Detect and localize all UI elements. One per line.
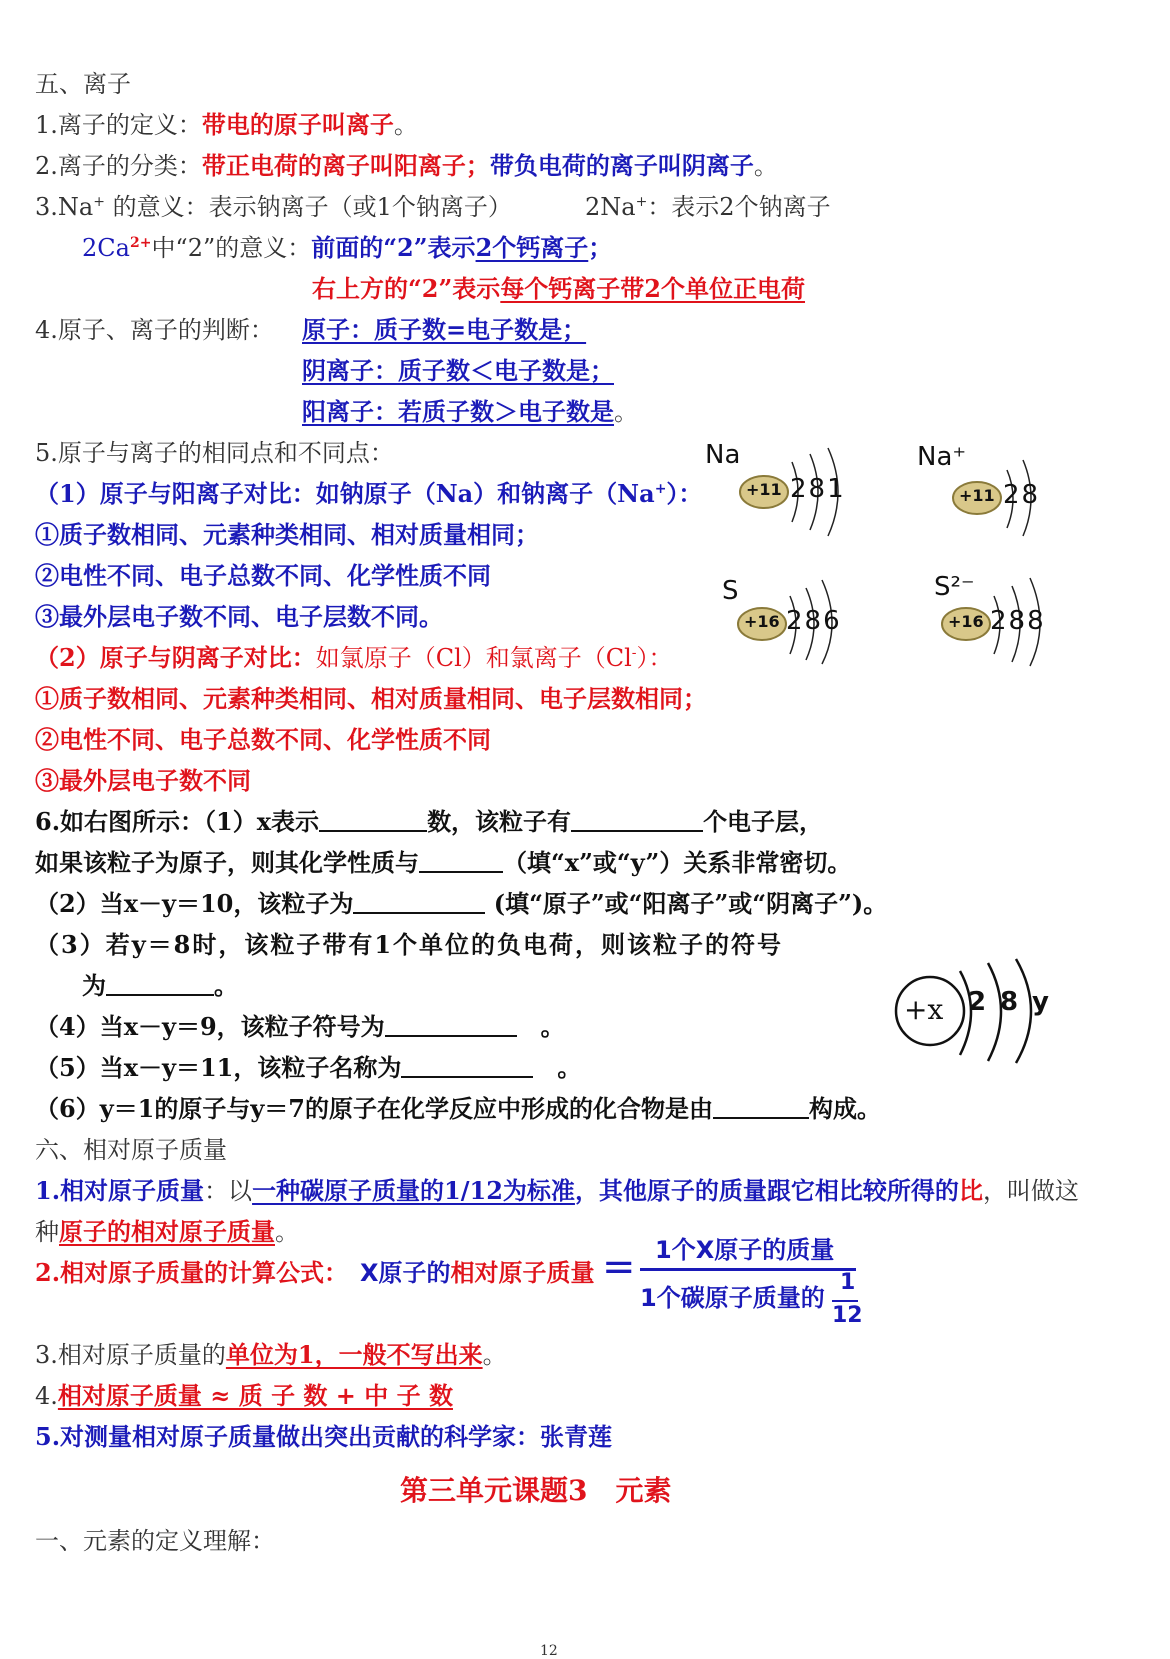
punct: 。 xyxy=(275,1218,299,1246)
text: 3.相对原子质量的 xyxy=(35,1341,226,1369)
atom-label: Na xyxy=(705,440,741,470)
nucleus-charge: +11 xyxy=(959,486,995,505)
text: 种 xyxy=(35,1218,59,1246)
ratio: 比 xyxy=(958,1176,983,1205)
shell-2-electrons: 8 xyxy=(1000,987,1019,1017)
text: ，叫做这 xyxy=(982,1177,1079,1205)
formula-numerator: 1个X原子的质量 xyxy=(655,1236,835,1264)
q6-line-5 xyxy=(82,970,238,1002)
answer-blank[interactable] xyxy=(353,888,485,914)
q6-line-6 xyxy=(35,1011,565,1043)
text: （6）y＝1的原子与y＝7的原子在化学反应中形成的化合物是由 xyxy=(35,1094,713,1123)
q6-line-3 xyxy=(35,888,887,920)
label: 4.原子、离子的判断： xyxy=(35,316,274,344)
nucleus-charge: +16 xyxy=(948,612,984,631)
page-number: 12 xyxy=(540,1643,558,1659)
shell-electrons: 28 xyxy=(1003,480,1041,510)
judge-atom-ion xyxy=(35,314,274,346)
formula-equals: = xyxy=(602,1244,636,1290)
compare-anion-point-2: ②电性不同、电子总数不同、化学性质不同 xyxy=(35,725,491,754)
text: 。 xyxy=(214,971,238,1000)
answer: 带电的原子叫离子 xyxy=(201,110,394,139)
text: （2）原子与阴离子对比： xyxy=(35,643,316,672)
2na-text: ：表示2个钠离子 xyxy=(647,193,831,221)
2ca-front-answer: 2个钙离子 xyxy=(475,233,589,262)
shell-electrons: 281 xyxy=(790,474,846,504)
atom-diagram-s xyxy=(718,568,868,668)
punct: 。 xyxy=(393,111,418,139)
text: （5）当x－y＝11，该粒子名称为 xyxy=(35,1053,402,1082)
section-5-heading: 五、离子 xyxy=(35,70,131,98)
text: （4）当x－y＝9，该粒子符号为 xyxy=(35,1012,385,1041)
atom-diagram-na xyxy=(700,440,860,540)
compare-anion-heading xyxy=(35,642,673,674)
2ca-front: 前面的“2”表示 xyxy=(311,233,476,262)
atom-label: S xyxy=(722,576,739,606)
ion-classification xyxy=(35,150,778,182)
compare-anion-point-3: ③最外层电子数不同 xyxy=(35,766,251,795)
answer-blank[interactable] xyxy=(385,1011,517,1037)
text: 。 xyxy=(540,1012,565,1041)
atom-diagram-s-ion xyxy=(930,568,1080,668)
unit-title: 第三单元课题3 元素 xyxy=(400,1474,672,1507)
na-symbol: 3.Na xyxy=(35,193,94,221)
q6-line-7 xyxy=(35,1052,581,1084)
q6-line-4: （3）若y＝8时，该粒子带有1个单位的负电荷，则该粒子的符号 xyxy=(35,930,784,959)
nucleus-label: +x xyxy=(904,993,944,1026)
answer-blank[interactable] xyxy=(419,847,503,873)
particle-structure-diagram xyxy=(890,955,1060,1065)
answer-blank[interactable] xyxy=(106,970,214,996)
text: 构成。 xyxy=(809,1094,881,1123)
answer-cation: 带正电荷的离子叫阳离子； xyxy=(201,151,490,180)
num: 4. xyxy=(35,1382,58,1410)
shell-electrons: 288 xyxy=(990,606,1046,636)
formula-denominator: 1个碳原子质量的 xyxy=(640,1284,825,1312)
na-charge: + xyxy=(93,194,105,210)
atom-label: S²⁻ xyxy=(934,572,975,602)
atom-diagram-na-ion xyxy=(915,440,1065,540)
relative-mass-definition-cont xyxy=(35,1216,299,1248)
formula-heading: 2.相对原子质量的计算公式： xyxy=(35,1258,349,1287)
answer-blank[interactable] xyxy=(571,806,703,832)
text: （2）当x－y＝10，该粒子为 xyxy=(35,889,354,918)
small-fraction-bar xyxy=(832,1300,858,1302)
compare-cation-point-3: ③最外层电子数不同、电子层数不同。 xyxy=(35,602,443,631)
text: 为 xyxy=(82,971,106,1000)
judge-anion: 阴离子：质子数＜电子数是； xyxy=(302,356,614,385)
shell-3-electrons: y xyxy=(1032,987,1049,1017)
answer: 相对原子质量 ≈ 质 子 数 + 中 子 数 xyxy=(57,1381,453,1410)
text: （填“x”或“y”）关系非常密切。 xyxy=(503,848,852,877)
lhs-b: 相对原子质量 xyxy=(450,1259,595,1287)
element-definition-heading: 一、元素的定义理解： xyxy=(35,1527,275,1555)
2ca-superscript-meaning xyxy=(312,273,805,305)
answer: 阳离子：若质子数＞电子数是 xyxy=(302,397,614,426)
punct: 。 xyxy=(753,152,778,180)
compare-cation-heading xyxy=(35,478,702,510)
na-text: 的意义：表示钠离子（或1个钠离子） xyxy=(104,193,512,221)
example: 如氯原子（Cl）和氯离子（Cl xyxy=(315,644,632,672)
ion-definition xyxy=(35,109,418,141)
charge: + xyxy=(654,481,667,497)
compare-anion-point-1: ①质子数相同、元素种类相同、相对质量相同、电子层数相同； xyxy=(35,684,707,713)
q6-line-8 xyxy=(35,1093,881,1125)
punct: 。 xyxy=(482,1341,507,1369)
2na-meaning xyxy=(585,191,831,223)
nucleus-charge: +11 xyxy=(746,480,782,499)
text: 数，该粒子有 xyxy=(427,807,572,836)
2ca-charge: 2+ xyxy=(129,235,152,251)
formula-small-numerator: 1 xyxy=(840,1270,856,1295)
text: ：以 xyxy=(204,1177,253,1205)
text-end: ）： xyxy=(666,479,703,508)
atom-vs-ion-heading: 5.原子与离子的相同点和不同点： xyxy=(35,439,394,467)
relative-mass-definition xyxy=(35,1175,1079,1207)
text: 个电子层， xyxy=(703,807,824,836)
2ca-meaning xyxy=(82,232,612,264)
compare-cation-point-1: ①质子数相同、元素种类相同、相对质量相同； xyxy=(35,520,539,549)
2ca-label: 中“2”的意义： xyxy=(151,234,312,262)
text: ，其他原子的质量跟它相比较所得的 xyxy=(574,1176,959,1205)
label: 2.离子的分类： xyxy=(35,152,202,180)
answer-blank[interactable] xyxy=(319,806,427,832)
lhs-a: X原子的 xyxy=(360,1259,451,1287)
shell-electrons: 286 xyxy=(786,606,842,636)
text: 。 xyxy=(557,1053,582,1082)
judge-atom: 原子：质子数=电子数是； xyxy=(302,315,587,344)
answer: 每个钙离子带2个单位正电荷 xyxy=(500,274,806,303)
term: 1.相对原子质量 xyxy=(35,1176,205,1205)
2ca-symbol: 2Ca xyxy=(82,234,130,262)
answer-anion: 带负电荷的离子叫阴离子 xyxy=(489,151,754,180)
punct: 。 xyxy=(614,398,638,426)
text: 如果该粒子为原子，则其化学性质与 xyxy=(35,848,419,877)
text-end: ）： xyxy=(636,644,673,672)
text: (填“原子”或“阳离子”或“阴离子”)。 xyxy=(493,889,888,918)
term: 原子的相对原子质量 xyxy=(59,1217,275,1246)
text: （1）原子与阳离子对比：如钠原子（Na）和钠离子（Na xyxy=(35,479,655,508)
fraction-bar xyxy=(640,1268,856,1271)
formula-small-denominator: 12 xyxy=(832,1303,863,1328)
compare-cation-point-2: ②电性不同、电子总数不同、化学性质不同 xyxy=(35,561,491,590)
relative-mass-approx xyxy=(35,1380,453,1412)
standard: 一种碳原子质量的1/12为标准 xyxy=(252,1176,575,1205)
shell-1-electrons: 2 xyxy=(968,987,987,1017)
na-meaning xyxy=(35,191,512,223)
atom-label: Na⁺ xyxy=(917,442,967,472)
judge-cation xyxy=(302,396,638,428)
q6-line-1 xyxy=(35,806,823,838)
answer-blank[interactable] xyxy=(401,1052,533,1078)
label: 右上方的“2”表示 xyxy=(312,274,501,303)
formula-lhs xyxy=(360,1257,595,1289)
q6-line-2 xyxy=(35,847,851,879)
charge: - xyxy=(631,645,637,661)
punct: ； xyxy=(588,233,613,262)
2na-charge: + xyxy=(635,194,648,210)
answer-blank[interactable] xyxy=(713,1093,809,1119)
scientist: 5.对测量相对原子质量做出突出贡献的科学家：张青莲 xyxy=(35,1422,613,1451)
nucleus-charge: +16 xyxy=(744,612,780,631)
section-6-heading: 六、相对原子质量 xyxy=(35,1136,227,1164)
label: 1.离子的定义： xyxy=(35,111,202,139)
text: 6.如右图所示：（1）x表示 xyxy=(35,807,320,836)
2na-symbol: 2Na xyxy=(585,193,636,221)
relative-mass-unit xyxy=(35,1339,507,1371)
answer: 单位为1，一般不写出来 xyxy=(225,1340,483,1369)
